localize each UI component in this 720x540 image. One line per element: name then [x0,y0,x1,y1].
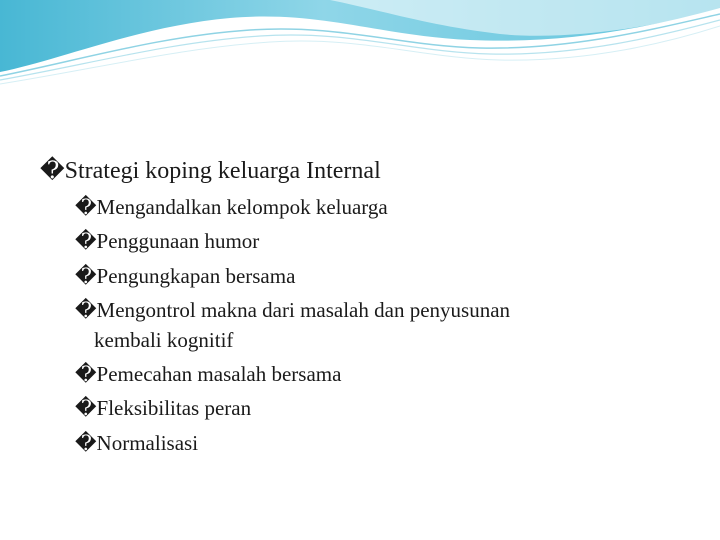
bullet-icon: � [75,264,97,288]
list-item-text: Penggunaan humor [96,229,260,253]
list-item-text: Mengandalkan kelompok keluarga [96,195,388,219]
heading [40,159,381,183]
bullet-icon: � [40,158,65,184]
bullet-icon: � [75,362,97,386]
list-item [75,300,510,321]
list-item [75,266,295,287]
list-item-text: Normalisasi [96,431,199,455]
bullet-icon: � [75,195,97,219]
list-item-text: Mengontrol makna dari masalah dan penyusunan [96,298,511,322]
bullet-icon: � [75,431,97,455]
bullet-icon: � [75,229,97,253]
list-item [75,364,341,385]
list-item-text: Pemecahan masalah bersama [96,362,342,386]
list-item [75,197,388,218]
list-item-text: Fleksibilitas peran [96,396,252,420]
list-item-continuation: kembali kognitif [94,328,234,352]
bullet-icon: � [75,396,97,420]
heading-text: Strategi koping keluarga Internal [64,158,381,184]
list-item [75,231,259,252]
list-item-text: Pengungkapan bersama [96,264,296,288]
list-item [75,398,251,419]
list-item [75,433,198,454]
bullet-icon: � [75,298,97,322]
